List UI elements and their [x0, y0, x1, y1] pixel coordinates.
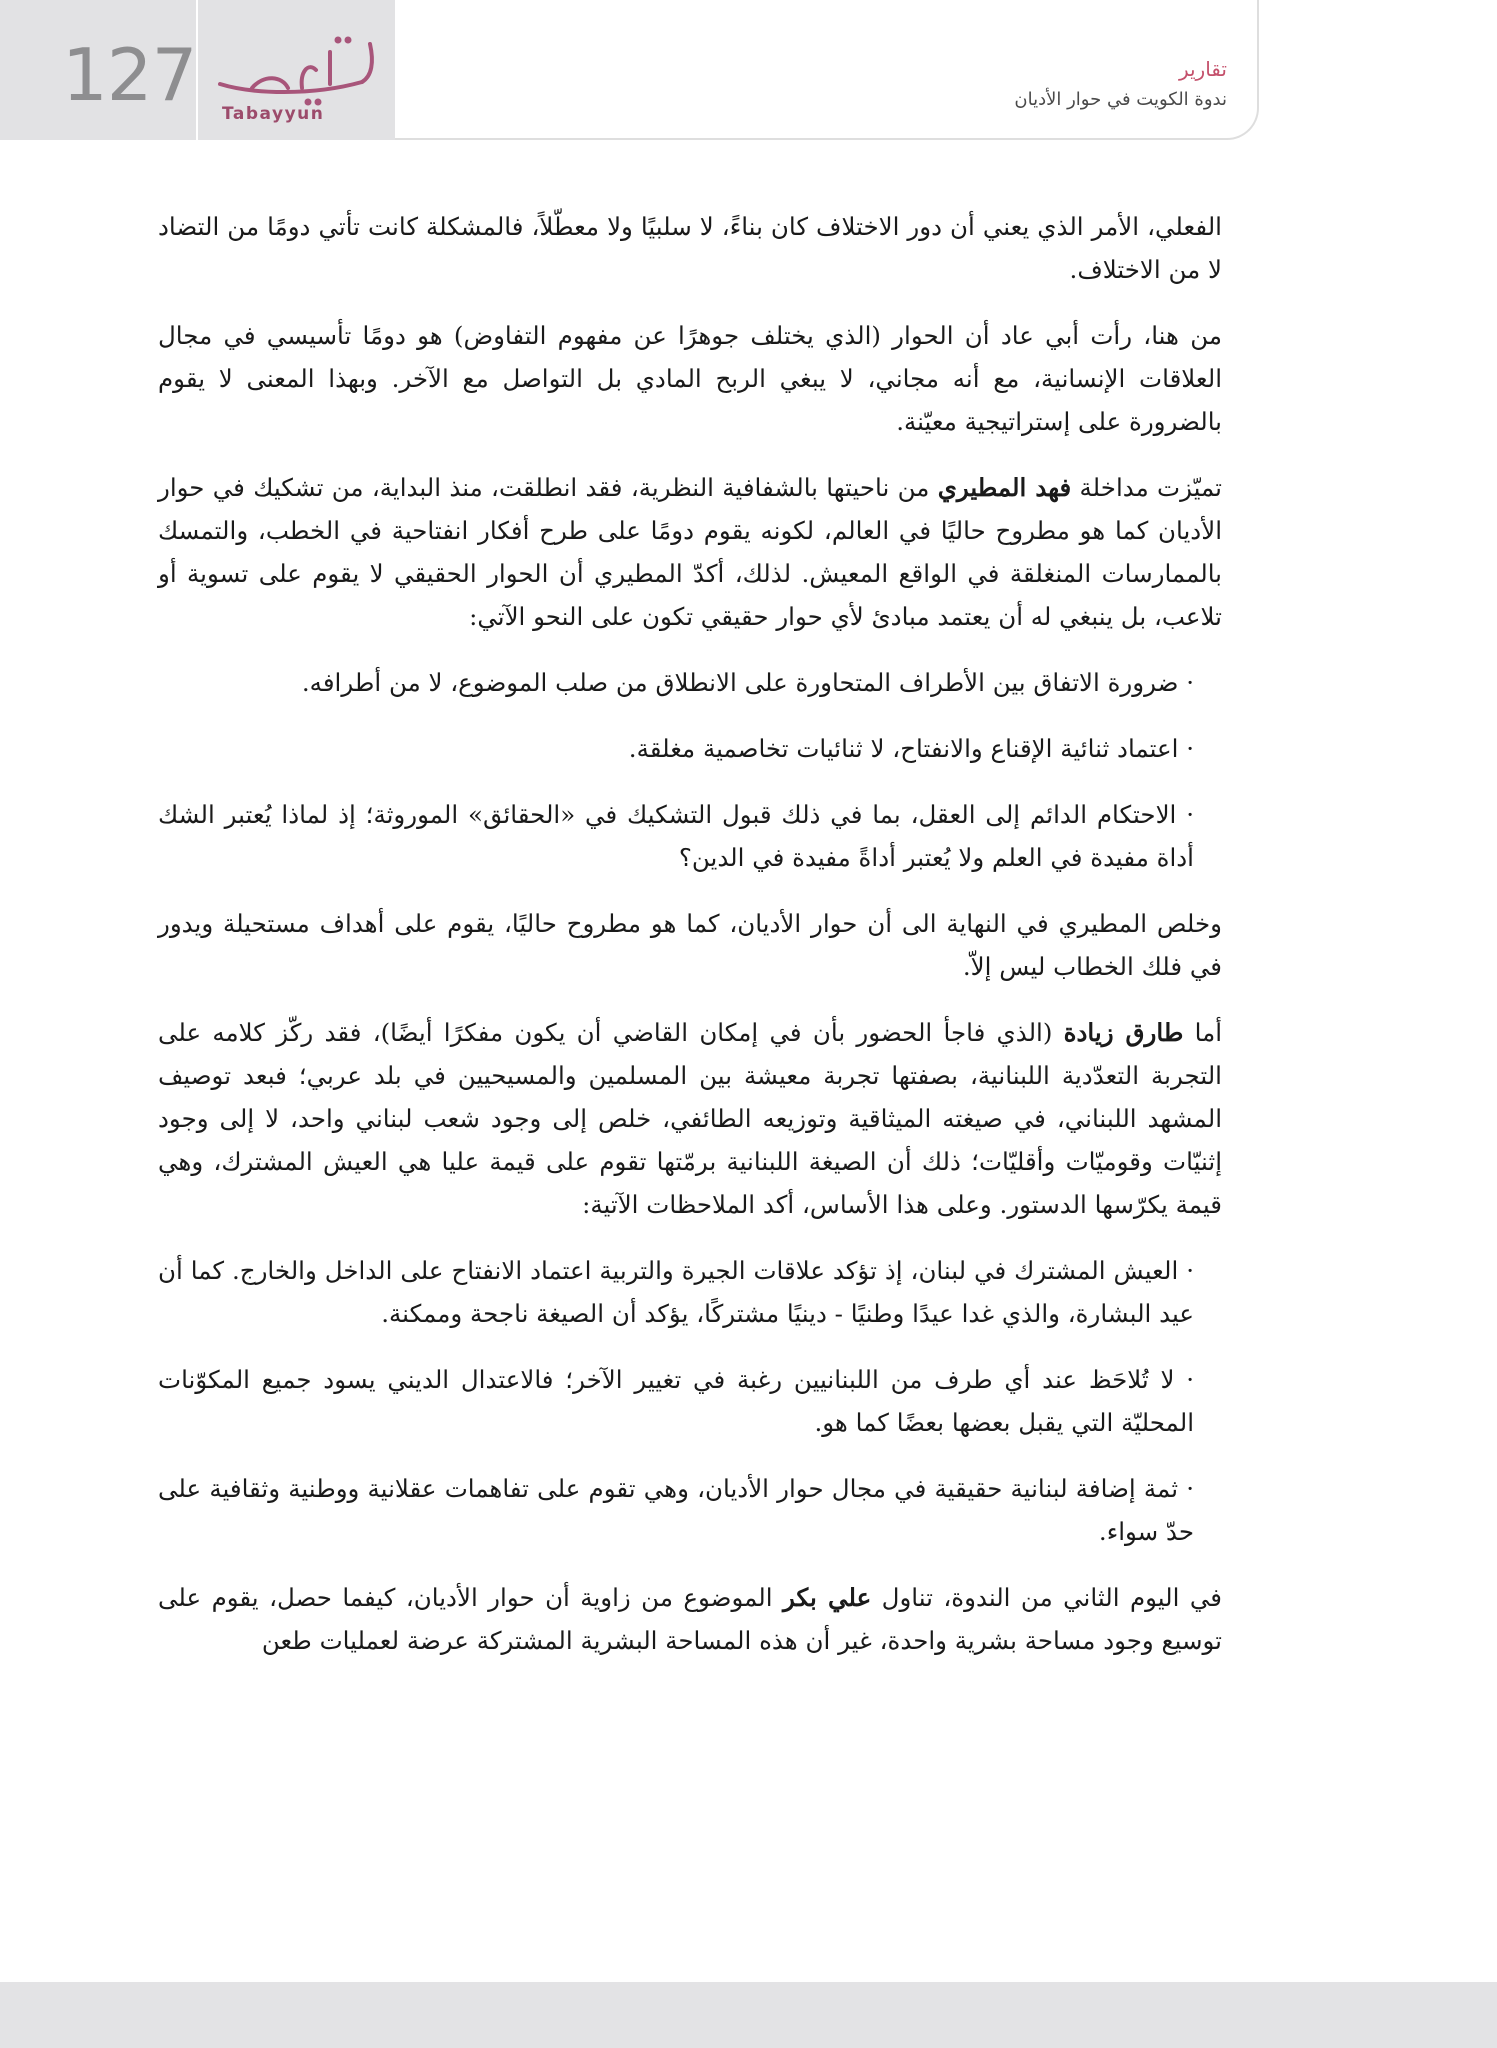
paragraph: وخلص المطيري في النهاية الى أن حوار الأديان، كما هو مطروح حاليًا، يقوم على أهداف مستحيلة ويدور في فلك الخطاب ليس إلاّ. — [158, 909, 1222, 981]
bullet-dot-icon: · — [1176, 800, 1195, 829]
paragraph — [158, 466, 1222, 638]
header-grey-block — [0, 0, 395, 140]
bullet-dot-icon: · — [1178, 1474, 1194, 1503]
header-divider — [196, 0, 198, 140]
speaker-name: علي بكر — [783, 1583, 872, 1612]
bullet-item — [158, 1249, 1222, 1335]
bullet-text: ثمة إضافة لبنانية حقيقية في مجال حوار الأديان، وهي تقوم على تفاهمات عقلانية ووطنية وثقافية على حدّ سواء. — [158, 1474, 1194, 1546]
bullet-dot-icon: · — [1178, 668, 1194, 697]
paragraph-text: في اليوم الثاني من الندوة، تناول — [871, 1583, 1223, 1612]
paragraph: من هنا، رأت أبي عاد أن الحوار (الذي يختلف جوهرًا عن مفهوم التفاوض) هو دومًا تأسيسي في مجال العلاقات الإنسانية، مع أنه مجاني، لا يبغي الربح المادي بل التواصل مع الآخر. وبهذا المعنى لا يقوم بالضرورة على إستراتيجية معيّنة. — [158, 321, 1222, 436]
bullet-dot-icon: · — [1174, 1365, 1194, 1394]
bullet-item — [158, 1358, 1222, 1444]
bullet-item — [158, 727, 1222, 770]
paragraph-text: من ناحيتها بالشفافية النظرية، فقد انطلقت، منذ البداية، من تشكيك في حوار الأديان كما هو مطروح حاليًا في العالم، لكونه يقوم دومًا على طرح أفكار انفتاحية في الخطب، والتمسك بالممارسات المنغلقة في الواقع المعيش. لذلك، أكدّ المطيري أن الحوار الحقيقي لا يقوم على تسوية أو تلاعب، بل ينبغي له أن يعتمد مبادئ لأي حوار حقيقي تكون على النحو الآتي: — [158, 473, 1222, 631]
logo-calligraphy-icon — [212, 22, 392, 112]
bullet-text: ضرورة الاتفاق بين الأطراف المتحاورة على الانطلاق من صلب الموضوع، لا من أطرافه. — [301, 668, 1179, 697]
logo-latin-text: Tabayyun — [222, 104, 325, 124]
bullet-dot-icon: · — [1178, 1256, 1195, 1285]
bullet-item — [158, 793, 1222, 879]
running-article-title: ندوة الكويت في حوار الأديان — [1014, 89, 1227, 110]
paragraph-text: تميّزت مداخلة — [1071, 473, 1223, 502]
paragraph: الفعلي، الأمر الذي يعني أن دور الاختلاف كان بناءً، لا سلبيًا ولا معطّلاً، فالمشكلة كانت تأتي دومًا من التضاد لا من الاختلاف. — [158, 212, 1222, 284]
paragraph-text: أما — [1183, 1018, 1222, 1047]
paragraph — [158, 1576, 1222, 1662]
bullet-text: الاحتكام الدائم إلى العقل، بما في ذلك قبول التشكيك في «الحقائق» الموروثة؛ إذ لماذا يُعتبر الشك أداة مفيدة في العلم ولا يُعتبر أداةً مفيدة في الدين؟ — [158, 800, 1194, 872]
bullet-text: اعتماد ثنائية الإقناع والانفتاح، لا ثنائيات تخاصمية مغلقة. — [628, 734, 1179, 763]
bullet-item — [158, 1467, 1222, 1553]
page-number: 127 — [62, 33, 197, 117]
speaker-name: فهد المطيري — [937, 473, 1072, 502]
running-header — [395, 0, 1259, 140]
section-label: تقارير — [1178, 57, 1227, 81]
bullet-dot-icon: · — [1178, 734, 1194, 763]
speaker-name: طارق زيادة — [1063, 1018, 1184, 1047]
bullet-text: لا تُلاحَظ عند أي طرف من اللبنانيين رغبة في تغيير الآخر؛ فالاعتدال الديني يسود جميع المكوّنات المحليّة التي يقبل بعضها بعضًا كما هو. — [158, 1365, 1194, 1437]
article-body — [158, 205, 1222, 1685]
bullet-text: العيش المشترك في لبنان، إذ تؤكد علاقات الجيرة والتربية اعتماد الانفتاح على الداخل والخارج. كما أن عيد البشارة، والذي غدا عيدًا وطنيًا - دينيًا مشتركًا، يؤكد أن الصيغة ناجحة وممكنة. — [158, 1256, 1194, 1328]
paragraph — [158, 1011, 1222, 1226]
bullet-item — [158, 661, 1222, 704]
paragraph-text: الموضوع من زاوية أن حوار الأديان، كيفما حصل، يقوم على توسيع وجود مساحة بشرية واحدة، غير أن هذه المساحة البشرية المشتركة عرضة لعمليات طعن — [158, 1583, 1222, 1655]
tabayyun-logo — [212, 22, 392, 132]
footer-band — [0, 1982, 1497, 2048]
paragraph-text: (الذي فاجأ الحضور بأن في إمكان القاضي أن يكون مفكرًا أيضًا)، فقد ركّز كلامه على التجربة التعدّدية اللبنانية، بصفتها تجربة معيشة بين المسلمين والمسيحيين في بلد عربي؛ فبعد توصيف المشهد اللبناني، في صيغته الميثاقية وتوزيعه الطائفي، خلص إلى وجود شعب لبناني واحد، لا إلى وجود إثنيّات وقوميّات وأقليّات؛ ذلك أن الصيغة اللبنانية برمّتها تقوم على قيمة عليا هي العيش المشترك، وهي قيمة يكرّسها الدستور. وعلى هذا الأساس، أكد الملاحظات الآتية: — [158, 1018, 1222, 1219]
